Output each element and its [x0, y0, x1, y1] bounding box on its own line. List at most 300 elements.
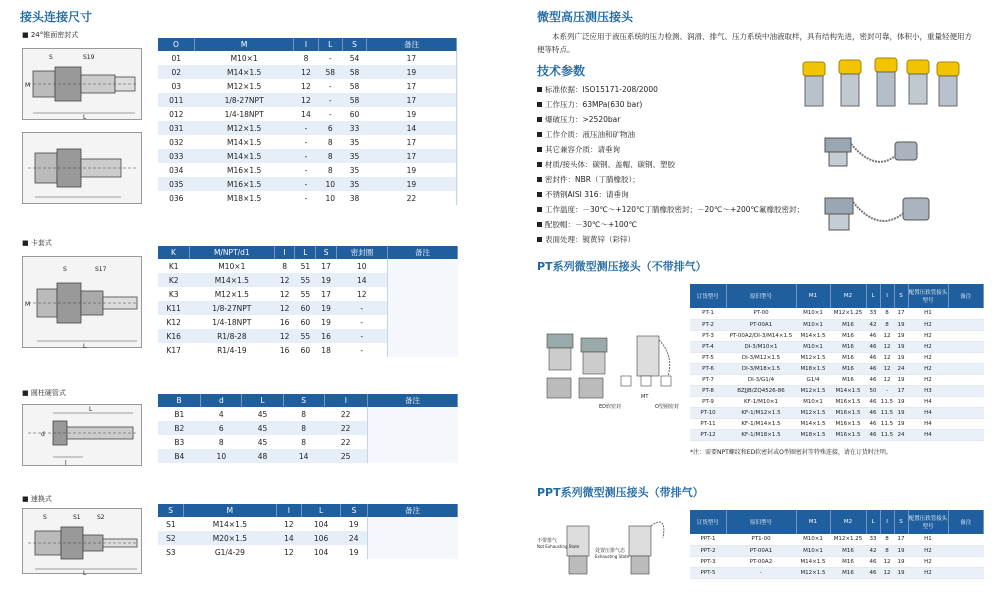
sec2-th: M/NPT/d1	[189, 246, 274, 259]
sec2-th: 密封圈	[336, 246, 387, 259]
table-row	[158, 259, 458, 273]
table-cell: M14×1.5	[796, 330, 830, 341]
table-cell: 11.5	[880, 418, 894, 429]
table-row	[158, 135, 458, 149]
pt-th: L	[866, 284, 880, 308]
note-cell	[457, 177, 458, 191]
table-cell: 12	[274, 301, 295, 315]
table-cell: B3	[158, 435, 201, 449]
table-row	[158, 301, 458, 315]
table-cell: 24	[340, 531, 367, 545]
table-cell: M10×1	[796, 534, 830, 545]
table-cell: -	[294, 121, 318, 135]
ppt-dwg-exhaust-en: Exhausting State	[595, 554, 630, 559]
table-cell: PT-00	[726, 308, 796, 319]
table-cell: -	[294, 191, 318, 205]
ppt-body	[690, 534, 984, 578]
table-cell: S3	[158, 545, 184, 559]
table-cell: K16	[158, 329, 189, 343]
param-item	[537, 217, 837, 232]
bullet-icon	[537, 132, 542, 137]
table-cell: H2	[908, 545, 948, 556]
table-cell: PT-00A2	[726, 556, 796, 567]
table-cell: 45	[242, 435, 283, 449]
table-row	[690, 352, 984, 363]
table-cell: 16	[316, 329, 337, 343]
table-cell: M18×1.5	[194, 191, 293, 205]
note-cell	[388, 343, 458, 357]
sec3-drawing	[22, 404, 142, 466]
ppt-th: I	[880, 510, 894, 534]
sec1-table	[158, 38, 458, 205]
table-cell: 46	[866, 363, 880, 374]
table-cell: M14×1.5	[194, 149, 293, 163]
table-cell: 011	[158, 93, 194, 107]
table-cell: 60	[295, 343, 316, 357]
table-row	[690, 330, 984, 341]
sec3-dwg-l-small: l	[65, 460, 67, 467]
table-cell: 35	[342, 163, 366, 177]
table-cell: PT-9	[690, 396, 726, 407]
table-cell: 17	[894, 534, 908, 545]
table-cell: 60	[295, 301, 316, 315]
table-cell: 12	[294, 93, 318, 107]
table-cell: H2	[908, 363, 948, 374]
sec2-dwg-s17: S17	[95, 266, 107, 273]
pt-dwg-mt: MT	[641, 394, 649, 400]
table-cell: 46	[866, 418, 880, 429]
note-cell	[948, 341, 984, 352]
table-cell: 03	[158, 79, 194, 93]
table-row	[158, 93, 458, 107]
table-cell: 12	[274, 287, 295, 301]
sec2-th: L	[295, 246, 316, 259]
table-cell: 1/8-27NPT	[189, 301, 274, 315]
table-cell: 10	[318, 191, 342, 205]
table-cell: 033	[158, 149, 194, 163]
table-cell: M16	[830, 567, 866, 578]
table-row	[690, 407, 984, 418]
table-cell: 46	[866, 407, 880, 418]
sec3-th: L	[242, 394, 283, 407]
table-row	[158, 315, 458, 329]
table-cell: 11.5	[880, 429, 894, 440]
note-cell	[368, 435, 458, 449]
table-row	[690, 534, 984, 545]
ppt-th: M1	[796, 510, 830, 534]
table-cell: M16	[830, 363, 866, 374]
note-cell	[948, 396, 984, 407]
table-cell: 1/4-18NPT	[194, 107, 293, 121]
table-cell: M16×1.5	[830, 396, 866, 407]
table-row	[158, 329, 458, 343]
note-cell	[457, 79, 458, 93]
pt-th: M1	[796, 284, 830, 308]
table-cell: PT-3	[690, 330, 726, 341]
note-cell	[388, 301, 458, 315]
sec1-th: 备注	[367, 38, 457, 51]
param-item	[537, 202, 837, 217]
table-cell: PT-00A2/DI-3/M14×1.5	[726, 330, 796, 341]
param-item	[537, 232, 837, 247]
table-cell: 55	[295, 287, 316, 301]
table-cell: H2	[908, 352, 948, 363]
sec4-th: M	[184, 504, 276, 517]
table-cell: 14	[283, 449, 324, 463]
table-cell: M10×1	[796, 341, 830, 352]
table-cell: 42	[866, 319, 880, 330]
table-cell: 58	[318, 65, 342, 79]
table-cell: 19	[894, 341, 908, 352]
table-cell: M10×1	[194, 51, 293, 65]
table-cell: M12×1.5	[194, 79, 293, 93]
sec4-th: I	[276, 504, 302, 517]
note-cell	[948, 556, 984, 567]
bullet-icon	[537, 102, 542, 107]
table-cell: M12×1.25	[830, 308, 866, 319]
table-cell: 8	[274, 259, 295, 273]
table-cell: 33	[866, 308, 880, 319]
table-cell: M14×1.5	[184, 517, 276, 531]
table-cell: 48	[242, 449, 283, 463]
table-row	[158, 149, 458, 163]
param-item	[537, 157, 837, 172]
table-cell: H1	[908, 308, 948, 319]
param-text: 工作压力：63MPa(630 bar)	[545, 100, 643, 109]
table-cell: 19	[316, 315, 337, 329]
table-cell: 19	[316, 273, 337, 287]
sec1-dwg-s: S	[49, 54, 53, 61]
note-cell	[457, 51, 458, 65]
chain-cap-fitting-2	[825, 198, 929, 230]
sec1-header-row	[158, 38, 458, 51]
table-cell: 22	[367, 191, 457, 205]
table-cell: 19	[894, 418, 908, 429]
table-cell: 58	[342, 93, 366, 107]
sec4-th: S	[340, 504, 367, 517]
sec2-table	[158, 246, 458, 357]
table-row	[158, 121, 458, 135]
table-cell: 17	[894, 308, 908, 319]
table-cell: M12×1.25	[830, 534, 866, 545]
table-cell: M14×1.5	[189, 273, 274, 287]
sec2-body	[158, 259, 458, 357]
note-cell	[948, 374, 984, 385]
table-cell: B1	[158, 407, 201, 421]
table-cell: 12	[274, 273, 295, 287]
table-row	[690, 567, 984, 578]
table-cell: 46	[866, 556, 880, 567]
table-cell: 8	[318, 149, 342, 163]
table-cell: 14	[367, 121, 457, 135]
table-cell: 18	[316, 343, 337, 357]
sec2-th: 备注	[388, 246, 458, 259]
note-cell	[388, 259, 458, 273]
ppt-drawing	[537, 512, 687, 584]
table-cell: B4	[158, 449, 201, 463]
bullet-icon	[537, 192, 542, 197]
table-cell: 12	[880, 374, 894, 385]
ppt-dwg-not-exhaust-en: Not Exhausting State	[537, 544, 580, 549]
table-cell: -	[336, 343, 387, 357]
sec1-dwg-s19: S19	[83, 54, 95, 61]
table-cell: 42	[866, 545, 880, 556]
table-cell: 46	[866, 567, 880, 578]
table-cell: 35	[342, 135, 366, 149]
sec1-drawing	[22, 48, 142, 120]
table-cell: 8	[880, 319, 894, 330]
sec3-label: ■ 圆柱硬管式	[22, 389, 66, 397]
bullet-icon	[537, 87, 542, 92]
note-cell	[457, 107, 458, 121]
table-cell: 12	[276, 545, 302, 559]
note-cell	[948, 418, 984, 429]
note-cell	[368, 407, 458, 421]
table-cell: K12	[158, 315, 189, 329]
sec1-th: S	[342, 38, 366, 51]
pt-th: I	[880, 284, 894, 308]
param-text: 爆破压力：>2520bar	[545, 115, 621, 124]
sec2-th: I	[274, 246, 295, 259]
bullet-icon	[537, 117, 542, 122]
table-cell: 8	[201, 435, 242, 449]
sec4-dwg-s2: S2	[97, 514, 105, 521]
table-cell: 1/8-27NPT	[194, 93, 293, 107]
sec4-dwg-s1: S1	[73, 514, 81, 521]
bullet-icon	[537, 147, 542, 152]
param-text: 材质/接头体：碳钢、盖帽、碳钢、塑胶	[545, 160, 676, 169]
pt-dwg-ed: ED软密封	[599, 404, 622, 410]
table-row	[690, 396, 984, 407]
table-cell: -	[336, 301, 387, 315]
table-cell: PT-2	[690, 319, 726, 330]
table-cell: 50	[866, 385, 880, 396]
sec2-dwg-m: M	[25, 301, 31, 308]
pt-title: PT系列微型测压接头（不带排气）	[537, 260, 707, 273]
note-cell	[948, 534, 984, 545]
table-cell: M12×1.5	[189, 287, 274, 301]
table-cell: M16	[830, 341, 866, 352]
param-text: 工作温度：－30℃～+120℃丁腈橡胶密封；－20℃～+200℃氟橡胶密封；	[545, 205, 804, 214]
table-cell: M10×1	[796, 319, 830, 330]
table-cell: -	[336, 329, 387, 343]
note-cell	[948, 545, 984, 556]
table-cell: M10×1	[796, 308, 830, 319]
table-cell: H4	[908, 396, 948, 407]
table-cell: 6	[318, 121, 342, 135]
table-cell: 02	[158, 65, 194, 79]
table-cell: 55	[295, 329, 316, 343]
ppt-th: 配置压软管接头型号	[908, 510, 948, 534]
pt-th: 配置压软管接头型号	[908, 284, 948, 308]
table-cell: H4	[908, 418, 948, 429]
table-cell: M20×1.5	[184, 531, 276, 545]
table-cell: 01	[158, 51, 194, 65]
table-cell: K11	[158, 301, 189, 315]
table-cell: 10	[336, 259, 387, 273]
table-cell: 12	[880, 363, 894, 374]
table-cell: M16×1.5	[830, 407, 866, 418]
table-cell: DI-3/M18×1.5	[726, 363, 796, 374]
table-row	[158, 51, 458, 65]
table-cell: M10×1	[796, 545, 830, 556]
table-cell: M12×1.5	[796, 567, 830, 578]
sec1-th: O	[158, 38, 194, 51]
table-cell: 19	[894, 556, 908, 567]
table-cell: S1	[158, 517, 184, 531]
table-cell: -	[294, 163, 318, 177]
sec2-label: ■ 卡套式	[22, 239, 52, 247]
table-cell: 17	[367, 135, 457, 149]
note-cell	[388, 287, 458, 301]
note-cell	[948, 567, 984, 578]
pt-th: 原旧型号	[726, 284, 796, 308]
ppt-th: 原旧型号	[726, 510, 796, 534]
table-row	[158, 407, 458, 421]
table-cell: -	[318, 93, 342, 107]
table-cell: R1/8-28	[189, 329, 274, 343]
table-cell: M16×1.5	[830, 429, 866, 440]
pt-note: *注：需要NPT螺纹和ED软密封或O型圈密封等特殊连接，请在订货时注明。	[690, 449, 892, 456]
sec1-dwg-l: L	[83, 114, 87, 121]
table-cell: M12×1.5	[796, 385, 830, 396]
table-row	[158, 287, 458, 301]
table-row	[690, 418, 984, 429]
note-cell	[457, 191, 458, 205]
sec1-body	[158, 51, 458, 205]
note-cell	[457, 121, 458, 135]
sec4-dwg-l: L	[83, 570, 87, 575]
table-cell: -	[880, 385, 894, 396]
table-cell: 19	[894, 374, 908, 385]
sec4-th: S	[158, 504, 184, 517]
table-cell: R1/4-19	[189, 343, 274, 357]
sec3-dwg-l: L	[89, 406, 93, 413]
table-cell: 14	[294, 107, 318, 121]
table-cell: 19	[894, 567, 908, 578]
note-cell	[948, 429, 984, 440]
table-cell: 104	[302, 517, 341, 531]
note-cell	[457, 135, 458, 149]
table-row	[690, 308, 984, 319]
table-row	[690, 385, 984, 396]
table-cell: KF-1/M14×1.5	[726, 418, 796, 429]
table-cell: 12	[880, 330, 894, 341]
table-cell: M12×1.5	[796, 352, 830, 363]
table-row	[158, 531, 458, 545]
table-cell: M10×1	[189, 259, 274, 273]
sec3-th: S	[283, 394, 324, 407]
table-cell: 11.5	[880, 407, 894, 418]
table-cell: H4	[908, 429, 948, 440]
ppt-th: 备注	[948, 510, 984, 534]
note-cell	[948, 308, 984, 319]
table-cell: 14	[276, 531, 302, 545]
table-cell: 46	[866, 429, 880, 440]
ppt-th: S	[894, 510, 908, 534]
note-cell	[948, 352, 984, 363]
table-cell: K2	[158, 273, 189, 287]
table-cell: M10×1	[796, 396, 830, 407]
sec1-th: M	[194, 38, 293, 51]
table-cell: -	[336, 315, 387, 329]
param-text: 标准依据：ISO15171-208/2000	[545, 85, 658, 94]
table-cell: BZJJB/ZQ4526-86	[726, 385, 796, 396]
sec1-label: ■ 24°锥面密封式	[22, 31, 79, 39]
note-cell	[948, 330, 984, 341]
bullet-icon	[537, 237, 542, 242]
table-cell: 036	[158, 191, 194, 205]
table-cell: PT-4	[690, 341, 726, 352]
table-cell: 22	[324, 407, 367, 421]
table-cell: 8	[880, 308, 894, 319]
table-cell: -	[294, 177, 318, 191]
table-row	[690, 319, 984, 330]
table-cell: PT-00A1	[726, 545, 796, 556]
sec3-th: 备注	[368, 394, 458, 407]
table-cell: M12×1.5	[194, 121, 293, 135]
param-text: 表面处理：镀黄锌（彩锌）	[545, 235, 635, 244]
table-cell: PT-10	[690, 407, 726, 418]
table-cell: G1/4	[796, 374, 830, 385]
sec1-dwg-m: M	[25, 82, 31, 89]
tech-title: 技术参数	[537, 64, 586, 78]
pt-dwg-oring: O型圈密封	[655, 404, 679, 410]
table-cell: 8	[880, 534, 894, 545]
table-row	[158, 177, 458, 191]
table-cell: 12	[294, 65, 318, 79]
table-cell: KF-1/M10×1	[726, 396, 796, 407]
sec2-th: K	[158, 246, 189, 259]
sec4-dwg-s: S	[43, 514, 47, 521]
param-item	[537, 142, 837, 157]
table-cell: 4	[201, 407, 242, 421]
table-cell: S2	[158, 531, 184, 545]
table-cell: -	[318, 79, 342, 93]
sec1-th: I	[294, 38, 318, 51]
table-cell: 14	[336, 273, 387, 287]
table-cell: 19	[894, 545, 908, 556]
table-cell: 12	[274, 329, 295, 343]
table-row	[158, 163, 458, 177]
table-cell: 24	[894, 429, 908, 440]
table-cell: DI-3/G1/4	[726, 374, 796, 385]
table-cell: 35	[342, 149, 366, 163]
table-cell: PT1-00	[726, 534, 796, 545]
sec1-th: L	[318, 38, 342, 51]
table-cell: 032	[158, 135, 194, 149]
table-cell: M18×1.5	[796, 363, 830, 374]
table-cell: B2	[158, 421, 201, 435]
table-cell: M14×1.5	[796, 418, 830, 429]
table-cell: H2	[908, 556, 948, 567]
table-cell: PT-11	[690, 418, 726, 429]
table-row	[690, 374, 984, 385]
param-item	[537, 97, 837, 112]
note-cell	[457, 149, 458, 163]
table-cell: 46	[866, 396, 880, 407]
table-row	[690, 545, 984, 556]
table-cell: PT-8	[690, 385, 726, 396]
table-cell: G1/4-29	[184, 545, 276, 559]
sec1-drawing-2	[22, 132, 142, 204]
table-cell: 10	[318, 177, 342, 191]
ppt-header-row	[690, 510, 984, 534]
sec4-drawing	[22, 508, 142, 574]
table-cell: 19	[894, 352, 908, 363]
ppt-th: M2	[830, 510, 866, 534]
table-cell: 104	[302, 545, 341, 559]
